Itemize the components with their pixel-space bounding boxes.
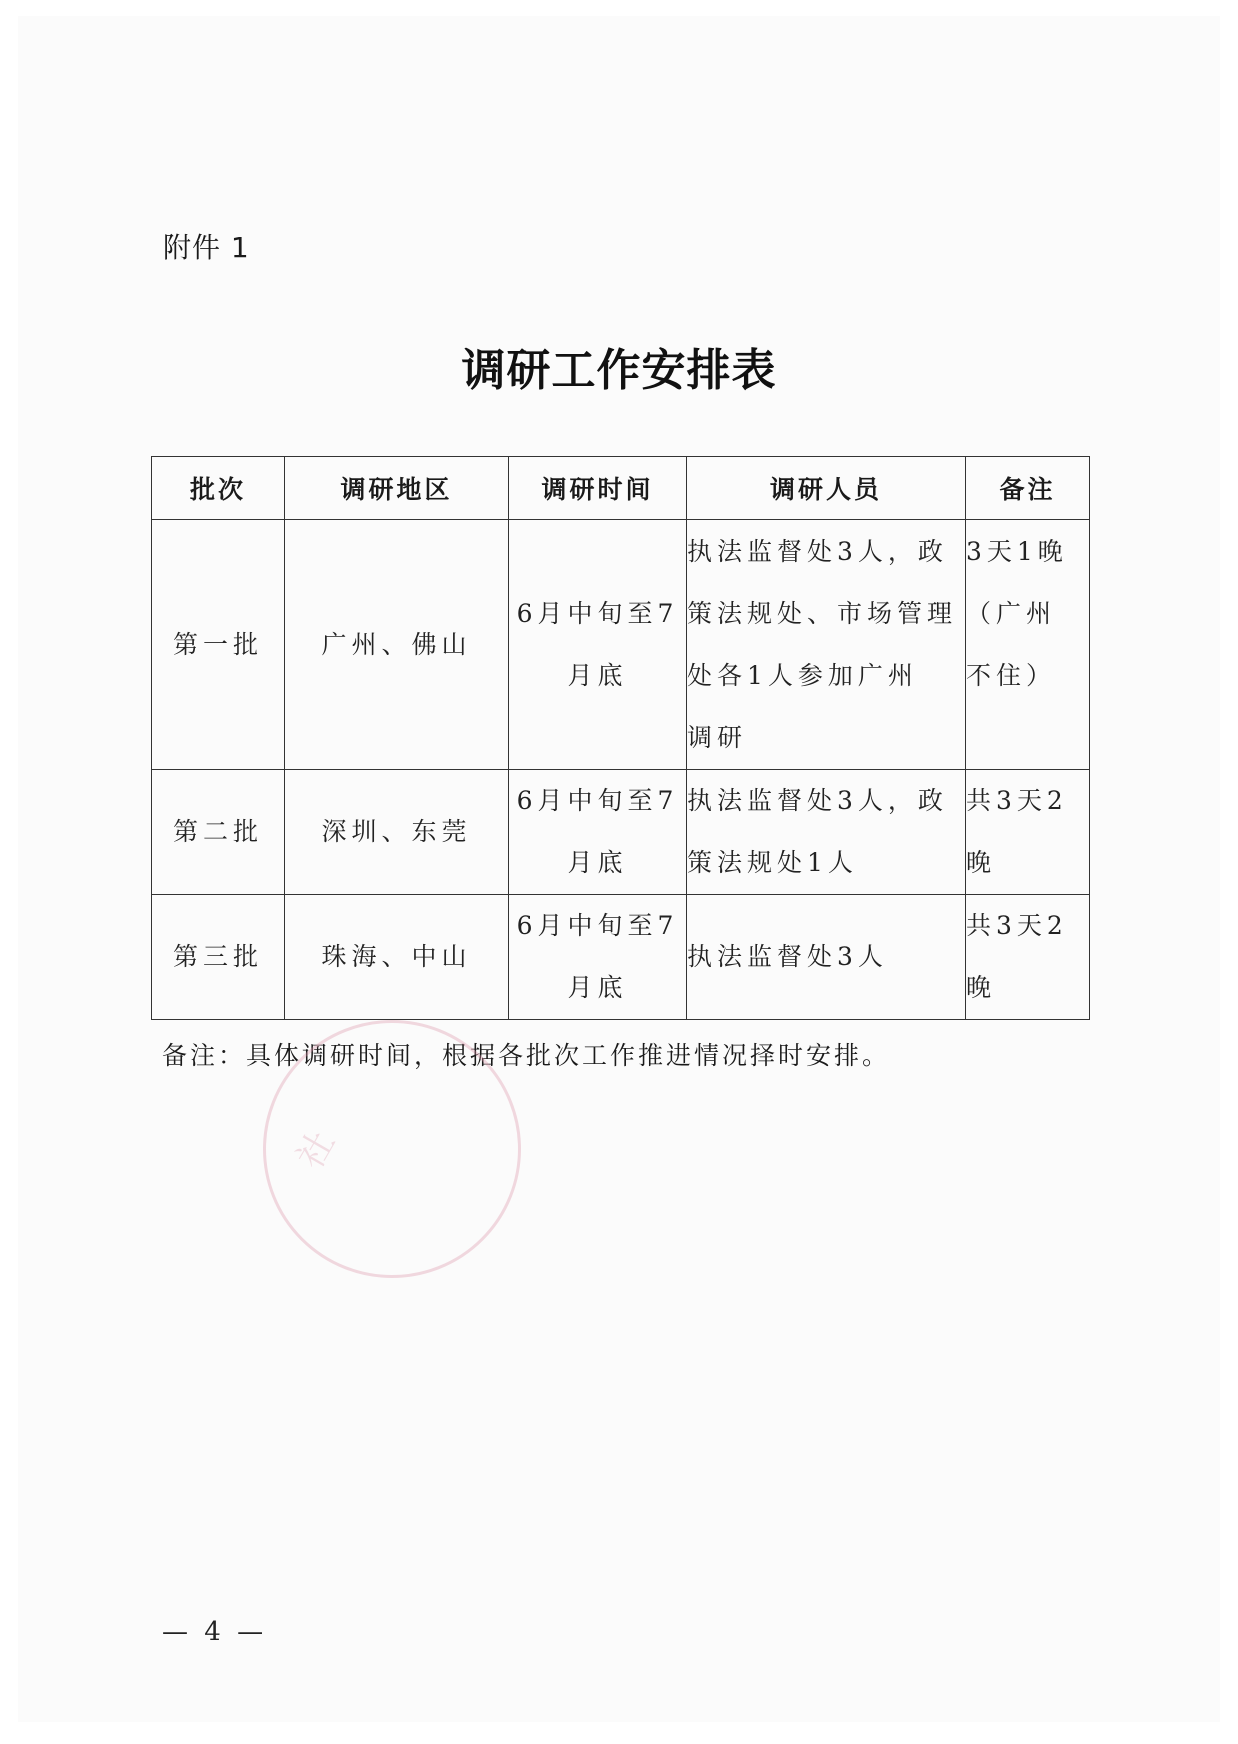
- cell-staff-line: 策法规处、市场管理: [687, 598, 958, 628]
- cell-time: [509, 520, 687, 770]
- header-staff: 调研人员: [687, 457, 966, 520]
- attachment-label: 附件 1: [163, 231, 250, 264]
- cell-staff-line: 执法监督处3人: [687, 942, 888, 971]
- cell-time: [509, 895, 687, 1020]
- table-row: [152, 770, 1090, 895]
- cell-note-line: 晚: [966, 848, 997, 877]
- header-batch: 批次: [152, 457, 285, 520]
- page-number: — 4 —: [162, 1617, 268, 1647]
- cell-region: 珠海、中山: [285, 895, 509, 1020]
- cell-note-line-spacer: [966, 707, 1089, 769]
- cell-staff: [687, 520, 966, 770]
- table-header-row: [152, 457, 1090, 520]
- cell-note-line: （广州: [966, 598, 1057, 628]
- cell-time-line: 月底: [567, 660, 628, 690]
- header-time: 调研时间: [509, 457, 687, 520]
- cell-note-line: 共3天2: [966, 786, 1068, 815]
- cell-note-line: 3天1晚: [966, 536, 1068, 566]
- header-region: 调研地区: [285, 457, 509, 520]
- cell-note-line: 共3天2: [966, 911, 1068, 940]
- table-row: [152, 520, 1090, 770]
- cell-note-line: 晚: [966, 973, 997, 1002]
- cell-batch: 第一批: [152, 520, 285, 770]
- cell-region: 深圳、东莞: [285, 770, 509, 895]
- document-title: 调研工作安排表: [461, 345, 777, 396]
- cell-region: 广州、佛山: [285, 520, 509, 770]
- cell-staff-line: 执法监督处3人，政: [687, 786, 948, 815]
- cell-note: [966, 895, 1090, 1020]
- cell-note: [966, 520, 1090, 770]
- cell-note: [966, 770, 1090, 895]
- cell-batch: 第二批: [152, 770, 285, 895]
- cell-batch: 第三批: [152, 895, 285, 1020]
- cell-staff: [687, 770, 966, 895]
- cell-time-line: 6月中旬至7: [516, 911, 679, 940]
- cell-staff-line: 处各1人参加广州: [687, 660, 918, 690]
- cell-staff-line: 调研: [687, 722, 748, 752]
- cell-time-line: 6月中旬至7: [516, 598, 679, 628]
- cell-staff: [687, 895, 966, 1020]
- cell-time: [509, 770, 687, 895]
- schedule-table: [151, 456, 1090, 1020]
- cell-note-line: 不住）: [966, 660, 1057, 690]
- cell-time-line: 月底: [567, 848, 628, 877]
- cell-time-line: 6月中旬至7: [516, 786, 679, 815]
- cell-staff-line: 策法规处1人: [687, 848, 858, 877]
- table-row: [152, 895, 1090, 1020]
- cell-staff-line: 执法监督处3人，政: [687, 536, 948, 566]
- seal-mark: 社: [289, 1124, 344, 1176]
- cell-time-line: 月底: [567, 973, 628, 1002]
- header-note: 备注: [966, 457, 1090, 520]
- table-footnote: 备注：具体调研时间，根据各批次工作推进情况择时安排。: [162, 1041, 891, 1070]
